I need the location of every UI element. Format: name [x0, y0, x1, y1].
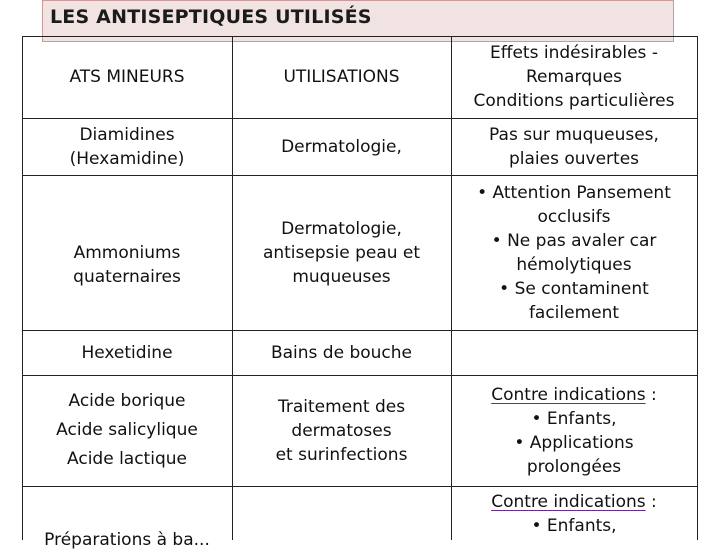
agent-name: Ammoniums — [73, 243, 181, 263]
header-label: Remarques — [525, 67, 623, 87]
agent-name: Diamidines — [79, 124, 175, 145]
header-utilisations — [232, 42, 451, 112]
utilisation-text: Bains de bouche — [270, 342, 413, 363]
header-ats-mineurs — [22, 42, 232, 112]
remarque-text: • Se contaminent — [499, 279, 649, 299]
row-hexetidine-utilisation — [232, 330, 451, 375]
row-acides-remarques — [451, 376, 697, 486]
row-hexetidine-agent — [22, 330, 232, 375]
row-preparations-remarques — [451, 490, 697, 540]
header-label: UTILISATIONS — [283, 67, 400, 87]
utilisation-text: Traitement des — [277, 396, 406, 417]
contre-indications-sep: : — [645, 492, 657, 512]
column-divider — [697, 36, 698, 540]
remarque-text: prolongées — [526, 457, 622, 477]
remarque-text: facilement — [528, 303, 620, 323]
header-label: Conditions particulières — [473, 91, 675, 111]
remarque-text: Pas sur muqueuses, — [489, 124, 659, 145]
remarque-text: • Enfants, — [531, 409, 617, 429]
agent-name: Préparations à ba... — [44, 530, 210, 550]
agent-name: Acide borique — [68, 391, 186, 411]
agent-name: Acide lactique — [67, 449, 187, 469]
contre-indications-heading — [491, 490, 657, 514]
remarque-text: • Ne pas avaler car — [491, 231, 657, 251]
contre-indications-sep: : — [645, 385, 657, 405]
utilisation-text: antisepsie peau et — [262, 242, 421, 263]
contre-indications-label: Contre indications — [491, 385, 646, 405]
remarque-text: • Attention Pansement — [477, 183, 671, 203]
utilisation-text: Dermatologie, — [281, 218, 402, 239]
header-remarques — [451, 38, 697, 116]
header-label: ATS MINEURS — [69, 67, 185, 87]
contre-indications-heading — [491, 383, 657, 407]
remarque-text: hémolytiques — [516, 255, 632, 275]
row-divider — [22, 36, 697, 37]
agent-name: Hexetidine — [81, 342, 173, 363]
contre-indications-label: Contre indications — [491, 492, 646, 512]
row-acides-utilisation — [232, 375, 451, 486]
row-preparations-agent — [22, 528, 232, 558]
agent-name: Acide salicylique — [56, 420, 198, 440]
row-diamidines-remarques — [451, 118, 697, 175]
row-divider — [22, 486, 697, 487]
remarque-text: • Applications — [514, 433, 634, 453]
slide-title: LES ANTISEPTIQUES UTILISÉS — [50, 6, 372, 28]
header-label: Effets indésirables - — [490, 43, 658, 63]
utilisation-text: et surinfections — [275, 444, 408, 465]
row-acides-agent — [22, 375, 232, 486]
row-ammoniums-agent — [22, 200, 232, 330]
row-ammoniums-remarques — [451, 176, 697, 330]
utilisation-text: dermatoses — [291, 420, 392, 441]
agent-name: (Hexamidine) — [69, 148, 185, 169]
row-diamidines-utilisation — [232, 118, 451, 175]
agent-name: quaternaires — [73, 267, 181, 287]
remarque-text: • Enfants, — [531, 516, 617, 536]
utilisation-text: muqueuses — [292, 266, 391, 287]
remarque-text: plaies ouvertes — [508, 148, 640, 169]
utilisation-text: Dermatologie, — [281, 136, 402, 157]
remarque-text: occlusifs — [537, 207, 611, 227]
row-diamidines-agent — [22, 118, 232, 175]
row-ammoniums-utilisation — [232, 175, 451, 330]
